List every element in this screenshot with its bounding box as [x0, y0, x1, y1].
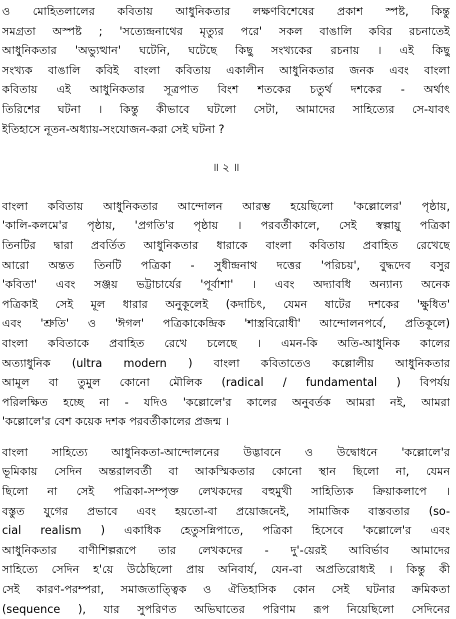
paragraph-2	[2, 197, 450, 432]
text-line: আধুনিকতার বাণীশিল্পরূপে তার লেখকদের - দু'-য়েরই আবির্ভাব আমাদের	[2, 543, 450, 557]
text-line: 'কবিতা' এবং সঞ্জয় ভট্টাচার্যের 'পূর্বাশা' । এবং অদ্যাবধি অন্যান্য অনেক	[2, 278, 450, 292]
text-line: (sequence ), যার সুপরিণত অভিঘাতের পরিণাম রূপ নিয়েছিলো সেদিনের	[2, 602, 450, 616]
text-line: কবিতায় এই আধুনিকতার সূত্রপাত বিংশ শতকের চতুর্থ দশকের - অর্থাৎ	[2, 83, 450, 97]
text-line: আমূল বা তুমুল কোনো মৌলিক (radical / fundamental ) বিপর্যয়	[2, 376, 450, 390]
text-line: সমগ্রতা অস্পষ্ট ; 'সত্যেন্দ্রনাথের মৃত্যুর পরে' সকল বাঙালি কবির রচনাতেই	[2, 24, 450, 38]
text-line: ভূমিকায় সেদিন অন্তরালবর্তী বা আকস্মিকতার কোনো স্থান ছিলো না, যেমন	[2, 465, 450, 479]
text-line: ও মোহিতলালের কবিতায় আধুনিকতার লক্ষণবিশেষের প্রকাশ স্পষ্ট, কিন্তু	[2, 5, 450, 18]
text-line: 'কল্লোলে'র বেশ কয়েক দশক পরবর্তীকালের প্রজন্ম ।	[2, 415, 229, 429]
section-divider: ॥ ২ ॥	[212, 161, 240, 175]
text-line: সংখ্যক বাঙালি কবিই বাংলা কবিতায় একালীন আধুনিকতার জনক এবং বাংলা	[2, 63, 450, 77]
text-line: সেই কারণ-পরম্পরা, সমাজতাত্ত্বিক ও ঐতিহাসিক কোন সেই ঘটনার ক্রমিকতা	[2, 583, 450, 597]
text-line: বস্তুত যুগের প্রভাবে এবং হয়তো-বা প্রয়োজনেই, সামাজিক বাস্তবতার (so-	[2, 504, 450, 518]
text-line: বাংলা কবিতায় আধুনিকতার আন্দোলন আরম্ভ হয়েছিলো 'কল্লোলের' পৃষ্ঠায়,	[2, 199, 450, 213]
paragraph-1	[2, 2, 450, 139]
text-line: অত্যাধুনিক (ultra modern ) বাংলা কবিতাতেও কল্লোলীয় আধুনিকতার	[2, 356, 450, 370]
text-line: cial realism ) একাধিক হেতুসন্নিপাতে, পত্রিকা হিসেবে 'কল্লোলে'র এবং	[2, 524, 450, 538]
text-line: ইতিহাসে নূতন-অধ্যায়-সংযোজন-করা সেই ঘটনা ?	[2, 122, 225, 136]
text-line: আধুনিকতার 'অভ্যুত্থান' ঘটেনি, ঘটেছে কিছু সংখ্যকের রচনায় । এই কিছু	[2, 44, 450, 58]
paragraph-3	[2, 443, 450, 619]
text-line: বাংলা সাহিত্যে আধুনিকতা-আন্দোলনের উদ্ভাবনে ও উদ্বোধনে 'কল্লোলে'র	[2, 445, 450, 459]
text-line: ছিলো না সেই পত্রিকা-সম্পৃক্ত লেখকদের বহুমুখী সাহিত্যিক ক্রিয়াকলাপে ।	[2, 485, 450, 499]
text-line: পরিলক্ষিত হচ্ছে না - যদিও 'কল্লোলে'র কালের অনুবর্তক আমরা নই, আমরা	[2, 395, 450, 409]
text-line: 'কালি-কলমে'র পৃষ্ঠায়, 'প্রগতি'র পৃষ্ঠায় । পরবর্তীকালে, সেই স্বল্পায়ু পত্রিকা	[2, 219, 450, 233]
paragraph-gap	[2, 432, 450, 443]
text-line: সাহিত্যে সেদিন হ'য়ে উঠেছিলো প্রায় অনিবার্য, যেন-বা অপ্রতিরোধ্যই । কিন্তু কী	[2, 563, 450, 577]
text-line: তিনটির দ্বারা প্রবর্তিত আধুনিকতার ধারাকে বাংলা কবিতায় প্রবাহিত রেখেছে	[2, 238, 450, 252]
text-line: বাংলা কবিতাকে প্রবাহিত রেখে চলেছে । এমন-কি অতি-আধুনিক কালের	[2, 336, 450, 350]
text-line: তিরিশের ঘটনা । কিন্তু কীভাবে ঘটলো সেটা, আমাদের সাহিত্যের সে-যাবৎ	[2, 102, 450, 116]
text-line: আরো অন্তত তিনটি পত্রিকা - সুধীন্দ্রনাথ দত্তের 'পরিচয়', বুদ্ধদেব বসুর	[2, 258, 450, 272]
text-line: পত্রিকাই সেই মূল ধারার অনুকূলেই (কদাচিৎ, যেমন ষাটের দশকের 'ক্ষুধিত'	[2, 297, 450, 311]
text-line: এবং 'শ্রুতি' ও 'ঈগল' পত্রিকাকেন্দ্রিক 'শাস্ত্রবিরোধী' আন্দোলনপর্বে, প্রতিকূলে)	[2, 317, 450, 331]
